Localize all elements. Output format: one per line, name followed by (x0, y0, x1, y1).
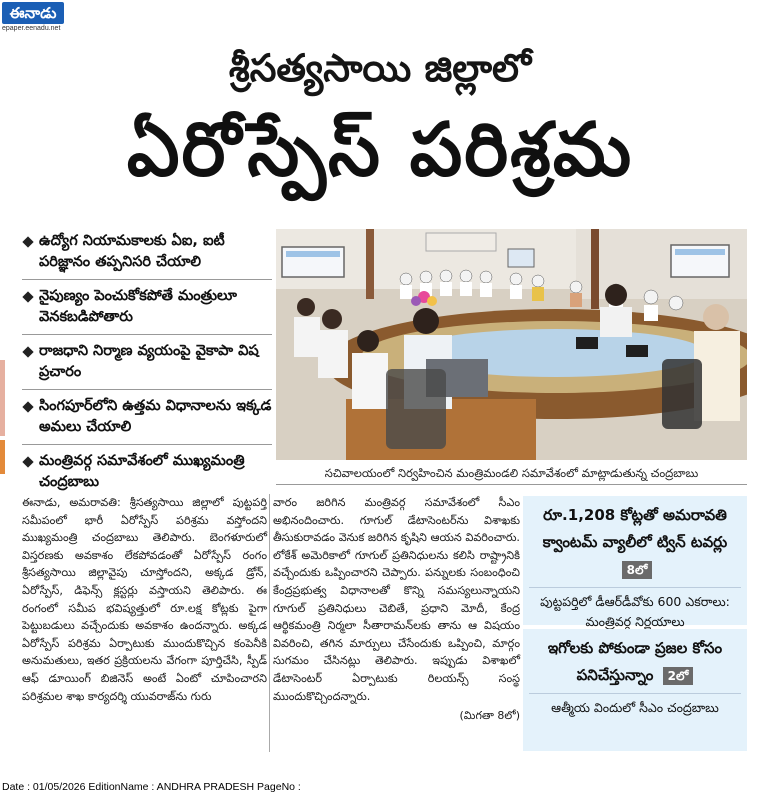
photo-caption: సచివాలయంలో నిర్వహించిన మంత్రిమండలి సమావేశంలో మాట్లాడుతున్న చంద్రబాబు (276, 462, 747, 485)
article-column-2-text: వారం జరిగిన మంత్రివర్గ సమావేశంలో సీఎం అభినందించారు. గూగుల్ డేటాసెంటర్‌ను విశాఖకు తీసుకురావడం వెనుక జరిగిన కృషిని ఆయన వివరించారు. లోకేశ్ అమెరికాలో గూగుల్ ప్రతినిధులను కలిసి రాష్ట్రానికి వచ్చేందుకు ఒప్పించారని చెప్పారు. పన్నులకు సంబంధించి కేంద్రప్రభుత్వ విధానాలతో కొన్ని సమస్యలున్నాయని గూగుల్ ప్రతినిధులు చెబితే, ప్రధాని మోదీ, కేంద్ర ఆర్థికమంత్రి నిర్మలా సీతారామన్‌లకు తాను ఆ విషయం వివరించి, తగిన మార్పులు చేసేందుకు ఒప్పించి, మార్గం సుగమం చేసినట్లు తెలిపారు. ఇప్పుడు విశాఖలో డేటాసెంటర్ ఏర్పాటుకు రిలయన్స్ సంస్థ ముందుకొచ్చిందన్నారు. (273, 496, 520, 703)
highlight-item: మంత్రివర్గ సమావేశంలో ముఖ్యమంత్రి చంద్రబాబు (22, 445, 272, 499)
logo-text: ఈనాడు (2, 2, 64, 24)
continued-link[interactable]: (మిగతా 8లో) (459, 709, 520, 723)
page-reference-badge: 2లో (663, 667, 694, 685)
sidebar-story-subhead: ఆత్మీయ విందులో సీఎం చంద్రబాబు (529, 693, 741, 718)
sidebar-story-egos[interactable] (523, 629, 747, 751)
highlights-list (22, 225, 272, 499)
headline-main: ఏరోస్పేస్ పరిశ్రమ (126, 107, 634, 193)
highlight-item: సింగపూర్‌లోని ఉత్తమ విధానాలను ఇక్కడ అమలు చేయాలి (22, 390, 272, 445)
bullet-icon (22, 236, 33, 247)
eenadu-logo[interactable] (2, 2, 72, 44)
meeting-photo-illustration (276, 229, 747, 460)
edition-footer: Date : 01/05/2026 EditionName : ANDHRA PRADESH PageNo : (2, 781, 301, 793)
highlight-item: రాజధాని నిర్మాణ వ్యయంపై వైకాపా విష ప్రచారం (22, 335, 272, 390)
bullet-icon (22, 456, 33, 467)
meeting-photo[interactable] (276, 229, 747, 460)
highlight-item: ఉద్యోగ నియామకాలకు ఏఐ, ఐటీ పరిజ్ఞానం తప్పనిసరి చేయాలి (22, 225, 272, 280)
page-reference-badge: 8లో (622, 561, 653, 579)
sidebar-story-twin-towers[interactable] (523, 496, 747, 629)
article-column-1: ఈనాడు, అమరావతి: శ్రీసత్యసాయి జిల్లాలో పుట్టపర్తి సమీపంలో భారీ ఏరోస్పేస్ పరిశ్రమ వస్తోందని ముఖ్యమంత్రి చంద్రబాబు తెలిపారు. బెంగళూరులో విస్తరణకు అవకాశం లేకపోవడంతో ఏరోస్పేస్ రంగం శ్రీసత్యసాయి జిల్లావైపు చూస్తోందని, అక్కడ డ్రోన్, ఏరోస్పేస్, డిఫెన్స్ క్లస్టర్లు వస్తాయని తెలిపారు. ఈ రంగంలో సమీప భవిష్యత్తులో రూ.లక్ష కోట్లకు పైగా పెట్టుబడులు వచ్చేందుకు అవకాశం ఉందన్నారు. అక్కడ ఏరోస్పేస్ పరిశ్రమ ఏర్పాటుకు ముందుకొచ్చిన కంపెనీకి అనుమతులు, ఇతర ప్రక్రియలను వేగంగా పూర్తిచేసి, స్పీడ్ ఆఫ్ డూయింగ్ బిజినెస్ అంటే ఏంటో చూపించారని పరిశ్రమల శాఖ కార్యదర్శి యువరాజ్‌ను గురు (22, 496, 267, 703)
sidebar-story-subhead: పుట్టపర్తిలో డీఆర్‌డీవోకు 600 ఎకరాలు: మంత్రివర్గ నిర్ణయాలు (529, 587, 741, 632)
logo-site: epaper.eenadu.net (2, 25, 61, 32)
column-divider (269, 494, 270, 752)
headline-kicker: శ్రీసత్యసాయి జిల్లాలో (228, 45, 532, 90)
bullet-icon (22, 346, 33, 357)
adjacent-article-edge (0, 360, 5, 436)
article-column-2 (273, 494, 520, 725)
sidebar-story-headline: రూ.1,208 కోట్లతో అమరావతి క్వాంటమ్ వ్యాలీలో ట్విన్ టవర్లు 8లో (542, 506, 728, 577)
bullet-icon (22, 401, 33, 412)
sidebar-story-headline: ఇగోలకు పోకుండా ప్రజల కోసం పనిచేస్తున్నాం 2లో (547, 639, 723, 684)
highlight-item: నైపుణ్యం పెంచుకోకపోతే మంత్రులూ వెనకబడిపోతారు (22, 280, 272, 335)
adjacent-article-edge (0, 440, 5, 474)
bullet-icon (22, 291, 33, 302)
